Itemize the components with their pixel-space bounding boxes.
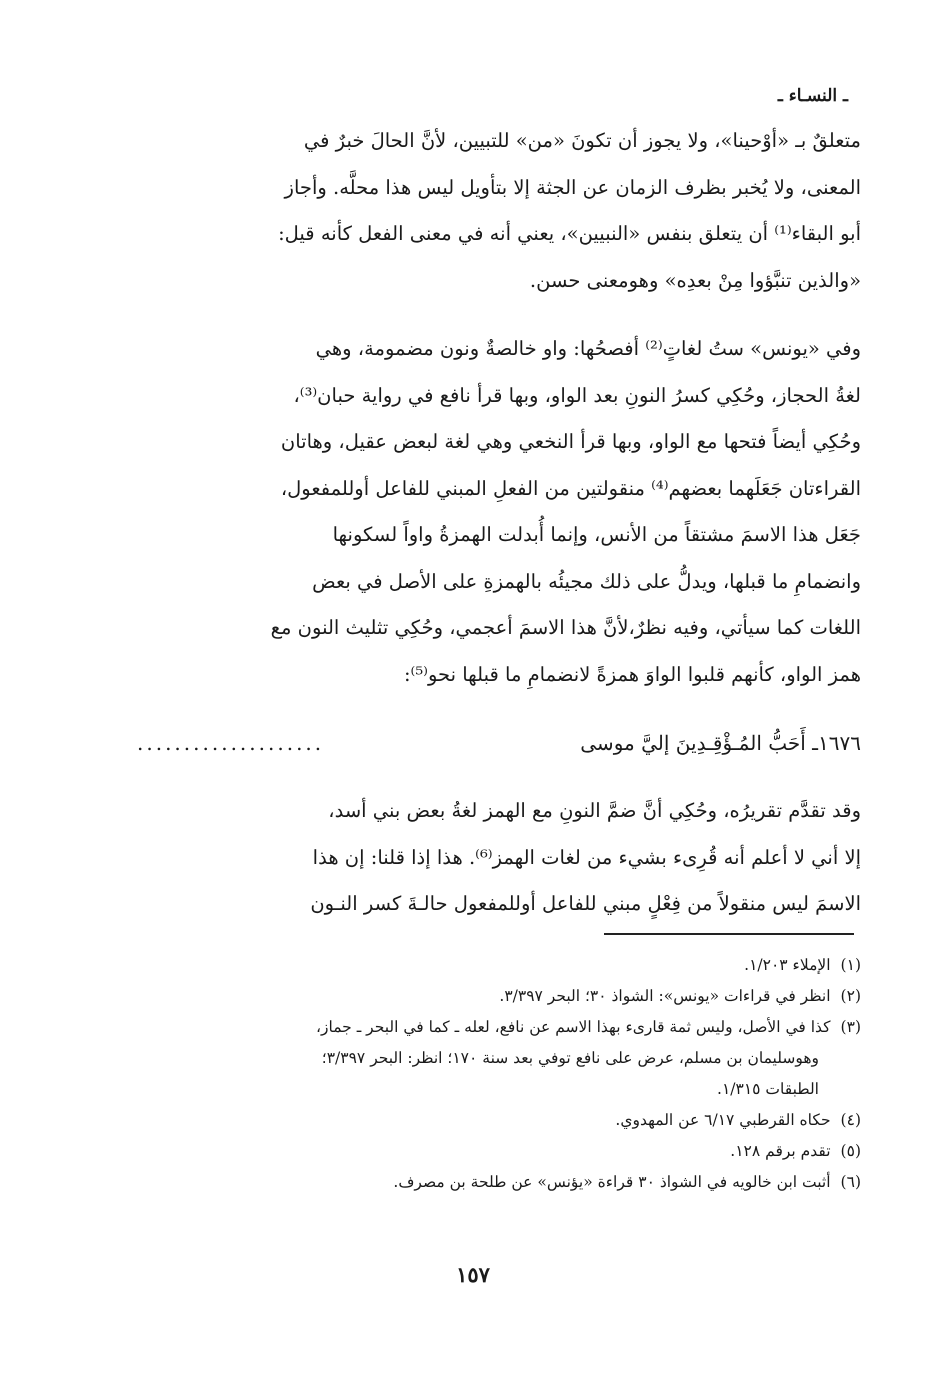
- footnote-5: [131, 1136, 861, 1167]
- text-line: وفي «يونس» ستُ لغاتٍ⁽²⁾ أفصحُها: واو خالصةٌ ونون مضمومة، وهي: [315, 337, 861, 360]
- text-line: وقد تقدَّم تقريرُه، وحُكِي أنَّ ضمَّ النونِ مع الهمز لغةُ بعض بني أسد،: [328, 799, 861, 822]
- text-line: لغةُ الحجاز، وحُكِي كسرُ النونِ بعد الواو، وبها قرأ نافع في رواية حبان⁽³⁾،: [293, 383, 861, 407]
- text-line: المعنى، ولا يُخبر بظرف الزمان عن الجثة إلا بتأويل ليس هذا محلَّه. وأجاز: [284, 175, 861, 199]
- footnote-number: (٣): [840, 1018, 861, 1036]
- footnote-2: [131, 981, 861, 1012]
- text-line: همز الواو، كأنهم قلبوا الواوَ همزةً لانضمامِ ما قبلها نحو⁽⁵⁾:: [403, 662, 861, 686]
- page-number: ١٥٧: [456, 1262, 490, 1287]
- footnote-number: (١): [840, 956, 861, 974]
- paragraph-3: [131, 788, 861, 928]
- verse-hemistich: ١٦٧٦ـ أَحَبُّ المُـؤْقِـدِينَ إليَّ موسى: [580, 731, 861, 755]
- footnote-text: أثبت ابن خالويه في الشواذ ٣٠ قراءة «يؤنس» عن طلحة بن مصرف.: [393, 1173, 831, 1191]
- text-line: إلا أني لا أعلم أنه قُرِىء بشيء من لغات الهمز⁽⁶⁾. هذا إذا قلنا: إن هذا: [312, 845, 861, 869]
- footnote-3-continuation: وهوسليمان بن مسلم، عرض على نافع توفي بعد سنة ١٧٠؛ انظر: البحر ٣/٣٩٧؛: [321, 1049, 819, 1067]
- text-line: اللغات كما سيأتي، وفيه نظرٌ،لأنَّ هذا الاسمَ أعجمي، وحُكِي تثليث النون مع: [270, 616, 861, 639]
- paragraph-2: [131, 326, 861, 698]
- footnote-number: (٤): [840, 1111, 861, 1129]
- running-header: ـ النسـاء ـ: [777, 86, 848, 106]
- text-line: «والذين تنبَّؤوا مِنْ بعدِه» وهومعنى حسن.: [529, 268, 861, 292]
- footnote-text: تقدم برقم ١٢٨.: [730, 1142, 831, 1160]
- footnote-text: كذا في الأصل، وليس ثمة قارىء بهذا الاسم عن نافع، لعله ـ كما في البحر ـ جماز،: [316, 1018, 831, 1036]
- footnote-number: (٢): [840, 987, 861, 1005]
- footnote-6: [131, 1167, 861, 1198]
- footnote-separator: [604, 933, 854, 935]
- footnote-4: [131, 1105, 861, 1136]
- text-line: متعلقٌ بـ «أوْحينا»، ولا يجوز أن تكونَ «من» للتبيين، لأنَّ الحالَ خبرٌ في: [303, 129, 861, 152]
- paragraph-1: [131, 118, 861, 304]
- footnote-number: (٦): [840, 1173, 861, 1191]
- footnote-text: انظر في قراءات «يونس»: الشواذ ٣٠؛ البحر ٣/٣٩٧.: [499, 987, 831, 1005]
- text-line: جَعَل هذا الاسمَ مشتقاً من الأنس، وإنما أُبدلت الهمزةُ واواً لسكونها: [332, 523, 861, 546]
- footnote-text: الإملاء ١/٢٠٣.: [744, 956, 831, 974]
- footnote-3: [131, 1012, 861, 1043]
- footnote-3-continuation: الطبقات ١/٣١٥.: [717, 1080, 819, 1098]
- verse-dots: ....................: [137, 731, 325, 755]
- footnotes: [131, 950, 861, 1198]
- text-line: القراءتان جَعَلَهما بعضهم⁽⁴⁾ منقولتين من الفعلِ المبني للفاعل أوللمفعول،: [280, 476, 861, 500]
- poetry-verse: [131, 720, 861, 766]
- text-line: وحُكِي أيضاً فتحها مع الواو، وبها قرأ النخعي وهي لغة لبعض عقيل، وهاتان: [280, 430, 861, 453]
- text-line: أبو البقاء⁽¹⁾ أن يتعلق بنفس «النبيين»، يعني أنه في معنى الفعل كأنه قيل:: [278, 222, 861, 245]
- main-text: [131, 118, 861, 928]
- footnote-1: [131, 950, 861, 981]
- footnote-number: (٥): [840, 1142, 861, 1160]
- text-line: وانضمامِ ما قبلها، ويدلُّ على ذلك مجيئُه بالهمزةِ على الأصل في بعض: [312, 569, 861, 593]
- footnote-text: حكاه القرطبي ٦/١٧ عن المهدوي.: [615, 1111, 831, 1129]
- text-line: الاسمَ ليس منقولاً من فِعْلٍ مبني للفاعل أوللمفعول حالـةَ كسر النـون: [310, 892, 861, 915]
